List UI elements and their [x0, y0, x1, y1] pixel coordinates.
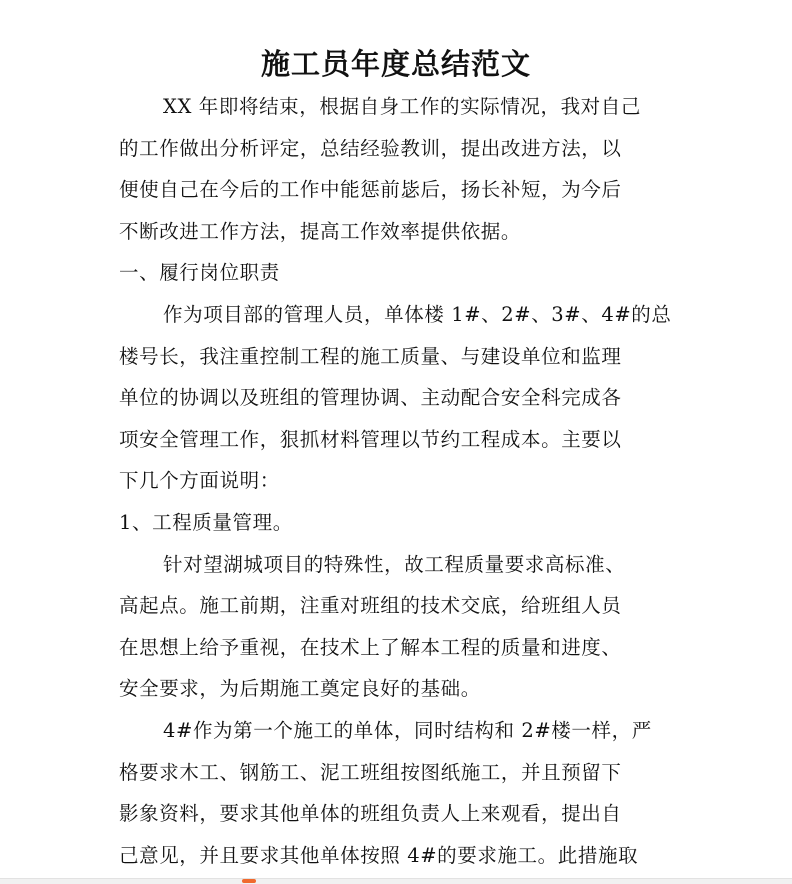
page-bottom-edge — [0, 878, 792, 884]
paragraph-line: 楼号长，我注重控制工程的施工质量、与建设单位和监理 — [119, 344, 622, 368]
document-title: 施工员年度总结范文 — [260, 47, 531, 81]
paragraph-line: 下几个方面说明： — [119, 469, 280, 493]
paragraph-line: 便使自己在今后的工作中能惩前毖后，扬长补短，为今后 — [119, 178, 622, 202]
bottom-mark-icon — [242, 879, 256, 883]
paragraph-line: 作为项目部的管理人员，单体楼 1#、2#、3#、4#的总 — [163, 302, 672, 326]
paragraph-line: XX 年即将结束，根据自身工作的实际情况，我对自己 — [163, 95, 641, 118]
paragraph-line: 不断改进工作方法，提高工作效率提供依据。 — [119, 219, 522, 243]
paragraph-line: 在思想上给予重视，在技术上了解本工程的质量和进度、 — [119, 635, 622, 659]
paragraph-line: 4#作为第一个施工的单体，同时结构和 2#楼一样，严 — [163, 718, 652, 742]
document-body — [119, 86, 679, 876]
paragraph-line: 的工作做出分析评定，总结经验教训，提出改进方法，以 — [119, 136, 622, 160]
paragraph-line: 高起点。施工前期，注重对班组的技术交底，给班组人员 — [119, 594, 622, 618]
paragraph-line: 针对望湖城项目的特殊性，故工程质量要求高标准、 — [163, 552, 626, 576]
subsection-heading: 1、工程质量管理。 — [119, 510, 293, 534]
section-heading: 一、履行岗位职责 — [119, 261, 280, 285]
paragraph-line: 己意见，并且要求其他单体按照 4#的要求施工。此措施取 — [119, 843, 639, 867]
paragraph-line: 格要求木工、钢筋工、泥工班组按图纸施工，并且预留下 — [119, 760, 622, 784]
paragraph-line: 单位的协调以及班组的管理协调、主动配合安全科完成各 — [119, 386, 622, 410]
paragraph-line: 影象资料，要求其他单体的班组负责人上来观看，提出自 — [119, 802, 622, 826]
paragraph-line: 项安全管理工作，狠抓材料管理以节约工程成本。主要以 — [119, 427, 622, 451]
paragraph-line: 安全要求，为后期施工奠定良好的基础。 — [119, 677, 481, 701]
